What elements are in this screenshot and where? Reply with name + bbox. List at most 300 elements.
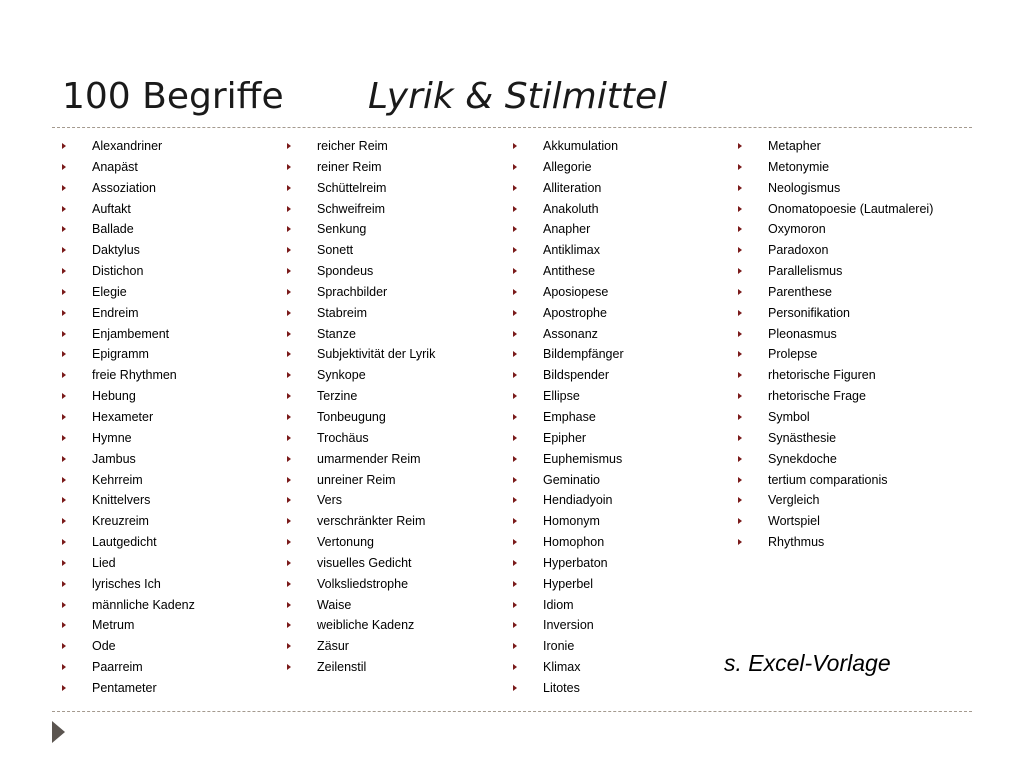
term-list-item bbox=[287, 282, 435, 303]
term-label: rhetorische Frage bbox=[768, 389, 866, 404]
triangle-bullet-icon bbox=[62, 268, 66, 274]
term-label: Kehrreim bbox=[92, 472, 143, 487]
term-list-item bbox=[738, 261, 933, 282]
term-list-item bbox=[287, 636, 435, 657]
triangle-bullet-icon bbox=[62, 560, 66, 566]
term-label: rhetorische Figuren bbox=[768, 368, 876, 383]
term-list-item bbox=[62, 261, 195, 282]
triangle-bullet-icon bbox=[287, 185, 291, 191]
triangle-bullet-icon bbox=[287, 497, 291, 503]
triangle-bullet-icon bbox=[62, 289, 66, 295]
term-list-item bbox=[513, 511, 624, 532]
triangle-bullet-icon bbox=[738, 310, 742, 316]
triangle-bullet-icon bbox=[62, 185, 66, 191]
term-column-3 bbox=[513, 136, 624, 699]
triangle-bullet-icon bbox=[62, 393, 66, 399]
term-list-item bbox=[62, 407, 195, 428]
triangle-bullet-icon bbox=[513, 310, 517, 316]
term-list-item bbox=[513, 324, 624, 345]
term-label: Antiklimax bbox=[543, 243, 600, 258]
triangle-bullet-icon bbox=[738, 539, 742, 545]
term-label: Ode bbox=[92, 639, 116, 654]
term-label: Epigramm bbox=[92, 347, 149, 362]
term-list-item bbox=[287, 240, 435, 261]
term-list-item bbox=[62, 615, 195, 636]
term-label: Hyperbel bbox=[543, 576, 594, 591]
term-label: Trochäus bbox=[317, 430, 369, 445]
term-label: Auftakt bbox=[92, 201, 131, 216]
triangle-bullet-icon bbox=[738, 477, 742, 483]
bottom-divider bbox=[52, 711, 972, 712]
term-list-item bbox=[513, 178, 624, 199]
triangle-bullet-icon bbox=[513, 643, 517, 649]
triangle-bullet-icon bbox=[62, 581, 66, 587]
term-list-item bbox=[738, 470, 933, 491]
term-label: Hendiadyoin bbox=[543, 493, 613, 508]
triangle-bullet-icon bbox=[738, 268, 742, 274]
triangle-bullet-icon bbox=[62, 435, 66, 441]
term-list-item bbox=[287, 657, 435, 678]
term-label: männliche Kadenz bbox=[92, 597, 195, 612]
term-list-item bbox=[738, 282, 933, 303]
term-label: Prolepse bbox=[768, 347, 818, 362]
term-list-item bbox=[62, 303, 195, 324]
term-list-item bbox=[62, 219, 195, 240]
triangle-bullet-icon bbox=[513, 393, 517, 399]
term-list-item bbox=[287, 407, 435, 428]
term-label: Vergleich bbox=[768, 493, 820, 508]
term-list-item bbox=[513, 407, 624, 428]
term-list-item bbox=[513, 678, 624, 699]
term-label: Akkumulation bbox=[543, 139, 619, 153]
term-list-item bbox=[513, 595, 624, 616]
term-label: Euphemismus bbox=[543, 451, 623, 466]
triangle-bullet-icon bbox=[62, 622, 66, 628]
term-list-item bbox=[513, 240, 624, 261]
triangle-bullet-icon bbox=[738, 247, 742, 253]
term-label: Metonymie bbox=[768, 159, 830, 174]
term-list-item bbox=[513, 344, 624, 365]
term-list-item bbox=[287, 595, 435, 616]
term-list-item bbox=[738, 344, 933, 365]
term-list-item bbox=[62, 386, 195, 407]
term-list-item bbox=[62, 240, 195, 261]
term-label: Stanze bbox=[317, 326, 356, 341]
term-list-item bbox=[62, 678, 195, 699]
triangle-bullet-icon bbox=[287, 143, 291, 149]
term-list-item bbox=[287, 615, 435, 636]
play-arrow-icon bbox=[52, 721, 65, 743]
term-label: Subjektivität der Lyrik bbox=[317, 347, 436, 362]
term-label: Hymne bbox=[92, 430, 132, 445]
term-list-item bbox=[513, 470, 624, 491]
term-label: tertium comparationis bbox=[768, 472, 888, 487]
term-list-item bbox=[738, 511, 933, 532]
triangle-bullet-icon bbox=[513, 456, 517, 462]
triangle-bullet-icon bbox=[738, 331, 742, 337]
triangle-bullet-icon bbox=[62, 539, 66, 545]
triangle-bullet-icon bbox=[513, 185, 517, 191]
term-list-item bbox=[62, 178, 195, 199]
term-label: Endreim bbox=[92, 305, 139, 320]
term-list-item bbox=[738, 157, 933, 178]
term-label: lyrisches Ich bbox=[92, 576, 161, 591]
triangle-bullet-icon bbox=[513, 247, 517, 253]
term-list-item bbox=[62, 553, 195, 574]
triangle-bullet-icon bbox=[287, 602, 291, 608]
triangle-bullet-icon bbox=[287, 435, 291, 441]
term-list-item bbox=[287, 344, 435, 365]
term-list-item bbox=[513, 136, 624, 157]
triangle-bullet-icon bbox=[62, 497, 66, 503]
term-list-item bbox=[738, 365, 933, 386]
triangle-bullet-icon bbox=[287, 268, 291, 274]
triangle-bullet-icon bbox=[513, 414, 517, 420]
term-list-item bbox=[513, 636, 624, 657]
triangle-bullet-icon bbox=[287, 414, 291, 420]
term-label: Bildspender bbox=[543, 368, 610, 383]
term-label: Parallelismus bbox=[768, 264, 843, 279]
term-label: weibliche Kadenz bbox=[317, 618, 415, 633]
triangle-bullet-icon bbox=[287, 310, 291, 316]
term-list-item bbox=[513, 574, 624, 595]
term-list-item bbox=[513, 303, 624, 324]
triangle-bullet-icon bbox=[62, 143, 66, 149]
triangle-bullet-icon bbox=[738, 289, 742, 295]
term-list-item bbox=[738, 303, 933, 324]
term-list-item bbox=[62, 449, 195, 470]
term-label: Assoziation bbox=[92, 180, 156, 195]
triangle-bullet-icon bbox=[287, 664, 291, 670]
term-list-item bbox=[287, 178, 435, 199]
term-list-item bbox=[287, 136, 435, 157]
triangle-bullet-icon bbox=[513, 560, 517, 566]
triangle-bullet-icon bbox=[738, 226, 742, 232]
term-label: Oxymoron bbox=[768, 222, 826, 237]
triangle-bullet-icon bbox=[738, 435, 742, 441]
triangle-bullet-icon bbox=[513, 664, 517, 670]
term-list-item bbox=[513, 365, 624, 386]
term-label: Schweifreim bbox=[317, 201, 386, 216]
term-label: Bildempfänger bbox=[543, 347, 624, 362]
triangle-bullet-icon bbox=[513, 539, 517, 545]
term-label: Anakoluth bbox=[543, 201, 599, 216]
term-label: Stabreim bbox=[317, 305, 368, 320]
term-list-item bbox=[62, 157, 195, 178]
term-list-item bbox=[738, 240, 933, 261]
term-label: Knittelvers bbox=[92, 493, 151, 508]
term-list-item bbox=[287, 219, 435, 240]
term-column-2 bbox=[287, 136, 435, 678]
triangle-bullet-icon bbox=[287, 351, 291, 357]
triangle-bullet-icon bbox=[738, 351, 742, 357]
term-label: Jambus bbox=[92, 451, 136, 466]
term-label: Klimax bbox=[543, 660, 581, 675]
term-list-item bbox=[287, 157, 435, 178]
term-list-item bbox=[738, 428, 933, 449]
term-list-item bbox=[738, 219, 933, 240]
term-label: reicher Reim bbox=[317, 139, 388, 153]
term-list-item bbox=[513, 157, 624, 178]
term-label: Metapher bbox=[768, 139, 821, 153]
term-label: umarmender Reim bbox=[317, 451, 421, 466]
triangle-bullet-icon bbox=[287, 539, 291, 545]
term-list-item bbox=[513, 490, 624, 511]
term-list-item bbox=[287, 470, 435, 491]
triangle-bullet-icon bbox=[738, 497, 742, 503]
term-label: Synkope bbox=[317, 368, 366, 383]
title-main: 100 Begriffe bbox=[62, 76, 284, 117]
term-list-item bbox=[513, 282, 624, 303]
title-subtitle: Lyrik & Stilmittel bbox=[368, 76, 668, 117]
term-list-item bbox=[513, 553, 624, 574]
term-label: Hyperbaton bbox=[543, 555, 608, 570]
term-label: Spondeus bbox=[317, 264, 374, 279]
term-label: unreiner Reim bbox=[317, 472, 396, 487]
triangle-bullet-icon bbox=[513, 497, 517, 503]
term-label: Hebung bbox=[92, 389, 136, 404]
term-label: Wortspiel bbox=[768, 514, 820, 529]
triangle-bullet-icon bbox=[62, 602, 66, 608]
triangle-bullet-icon bbox=[738, 164, 742, 170]
term-list-item bbox=[62, 574, 195, 595]
term-label: Alexandriner bbox=[92, 139, 163, 153]
term-label: Paradoxon bbox=[768, 243, 829, 258]
triangle-bullet-icon bbox=[62, 331, 66, 337]
term-label: Emphase bbox=[543, 409, 596, 424]
term-label: Vertonung bbox=[317, 535, 374, 550]
term-list-item bbox=[62, 428, 195, 449]
term-list-item bbox=[287, 261, 435, 282]
term-label: Idiom bbox=[543, 597, 574, 612]
term-label: Waise bbox=[317, 597, 352, 612]
term-label: Elegie bbox=[92, 284, 127, 299]
term-label: freie Rhythmen bbox=[92, 368, 177, 383]
term-label: Rhythmus bbox=[768, 535, 825, 550]
term-label: Alliteration bbox=[543, 180, 602, 195]
term-list-item bbox=[287, 386, 435, 407]
triangle-bullet-icon bbox=[62, 226, 66, 232]
triangle-bullet-icon bbox=[287, 372, 291, 378]
term-label: Anapher bbox=[543, 222, 591, 237]
triangle-bullet-icon bbox=[62, 351, 66, 357]
term-list-item bbox=[513, 428, 624, 449]
triangle-bullet-icon bbox=[62, 643, 66, 649]
term-label: Parenthese bbox=[768, 284, 832, 299]
term-list-item bbox=[62, 199, 195, 220]
term-label: Homophon bbox=[543, 535, 605, 550]
term-list-item bbox=[738, 136, 933, 157]
term-list-item bbox=[738, 407, 933, 428]
triangle-bullet-icon bbox=[738, 185, 742, 191]
triangle-bullet-icon bbox=[62, 477, 66, 483]
triangle-bullet-icon bbox=[738, 414, 742, 420]
triangle-bullet-icon bbox=[62, 247, 66, 253]
term-list-item bbox=[287, 574, 435, 595]
term-label: Vers bbox=[317, 493, 343, 508]
term-label: Sonett bbox=[317, 243, 354, 258]
triangle-bullet-icon bbox=[287, 560, 291, 566]
triangle-bullet-icon bbox=[738, 143, 742, 149]
triangle-bullet-icon bbox=[513, 289, 517, 295]
triangle-bullet-icon bbox=[62, 206, 66, 212]
term-list-item bbox=[62, 136, 195, 157]
term-list-item bbox=[287, 532, 435, 553]
term-label: Aposiopese bbox=[543, 284, 609, 299]
term-list-item bbox=[287, 490, 435, 511]
term-label: Epipher bbox=[543, 430, 587, 445]
term-list-item bbox=[62, 365, 195, 386]
term-list-item bbox=[287, 303, 435, 324]
term-label: Distichon bbox=[92, 264, 144, 279]
term-list-item bbox=[738, 386, 933, 407]
term-list-item bbox=[62, 470, 195, 491]
term-list-item bbox=[513, 261, 624, 282]
triangle-bullet-icon bbox=[738, 393, 742, 399]
term-label: Pentameter bbox=[92, 680, 157, 695]
term-label: Ellipse bbox=[543, 389, 580, 404]
term-label: Geminatio bbox=[543, 472, 600, 487]
term-list-item bbox=[62, 282, 195, 303]
top-divider bbox=[52, 127, 972, 128]
triangle-bullet-icon bbox=[287, 581, 291, 587]
triangle-bullet-icon bbox=[513, 622, 517, 628]
triangle-bullet-icon bbox=[287, 206, 291, 212]
term-column-4 bbox=[738, 136, 933, 553]
term-list-item bbox=[513, 219, 624, 240]
triangle-bullet-icon bbox=[287, 393, 291, 399]
term-label: Paarreim bbox=[92, 660, 143, 675]
term-label: Homonym bbox=[543, 514, 600, 529]
triangle-bullet-icon bbox=[287, 518, 291, 524]
term-label: Inversion bbox=[543, 618, 594, 633]
term-label: Volksliedstrophe bbox=[317, 576, 409, 591]
triangle-bullet-icon bbox=[62, 164, 66, 170]
term-list-item bbox=[738, 199, 933, 220]
term-label: Kreuzreim bbox=[92, 514, 149, 529]
triangle-bullet-icon bbox=[62, 664, 66, 670]
term-label: Ironie bbox=[543, 639, 575, 654]
term-label: Synästhesie bbox=[768, 430, 837, 445]
triangle-bullet-icon bbox=[513, 351, 517, 357]
term-list-item bbox=[513, 615, 624, 636]
term-label: Lied bbox=[92, 555, 116, 570]
triangle-bullet-icon bbox=[513, 268, 517, 274]
term-list-item bbox=[287, 324, 435, 345]
triangle-bullet-icon bbox=[62, 310, 66, 316]
term-list-item bbox=[738, 490, 933, 511]
term-list-item bbox=[287, 449, 435, 470]
triangle-bullet-icon bbox=[513, 518, 517, 524]
term-list-item bbox=[62, 595, 195, 616]
term-label: Neologismus bbox=[768, 180, 841, 195]
term-list-item bbox=[287, 365, 435, 386]
term-label: Zäsur bbox=[317, 639, 349, 654]
term-list-item bbox=[513, 532, 624, 553]
triangle-bullet-icon bbox=[287, 247, 291, 253]
term-list-item bbox=[287, 511, 435, 532]
term-label: visuelles Gedicht bbox=[317, 555, 412, 570]
term-label: Symbol bbox=[768, 409, 810, 424]
term-list-item bbox=[513, 657, 624, 678]
term-label: Ballade bbox=[92, 222, 134, 237]
triangle-bullet-icon bbox=[62, 372, 66, 378]
term-label: Onomatopoesie (Lautmalerei) bbox=[768, 201, 934, 216]
triangle-bullet-icon bbox=[513, 602, 517, 608]
term-label: Daktylus bbox=[92, 243, 140, 258]
triangle-bullet-icon bbox=[287, 331, 291, 337]
term-label: Anapäst bbox=[92, 159, 138, 174]
triangle-bullet-icon bbox=[513, 206, 517, 212]
triangle-bullet-icon bbox=[287, 289, 291, 295]
triangle-bullet-icon bbox=[513, 226, 517, 232]
term-label: Litotes bbox=[543, 680, 580, 695]
triangle-bullet-icon bbox=[287, 164, 291, 170]
term-label: Synekdoche bbox=[768, 451, 837, 466]
triangle-bullet-icon bbox=[287, 226, 291, 232]
term-list-item bbox=[62, 511, 195, 532]
triangle-bullet-icon bbox=[513, 164, 517, 170]
term-column-1 bbox=[62, 136, 195, 699]
triangle-bullet-icon bbox=[62, 456, 66, 462]
term-label: verschränkter Reim bbox=[317, 514, 426, 529]
term-list-item bbox=[62, 657, 195, 678]
triangle-bullet-icon bbox=[738, 206, 742, 212]
triangle-bullet-icon bbox=[738, 456, 742, 462]
term-list-item bbox=[513, 386, 624, 407]
term-list-item bbox=[62, 490, 195, 511]
term-label: Schüttelreim bbox=[317, 180, 387, 195]
triangle-bullet-icon bbox=[513, 143, 517, 149]
term-list-item bbox=[738, 324, 933, 345]
term-label: Zeilenstil bbox=[317, 660, 367, 675]
term-list-item bbox=[287, 199, 435, 220]
term-list-item bbox=[62, 532, 195, 553]
triangle-bullet-icon bbox=[513, 477, 517, 483]
term-label: Hexameter bbox=[92, 409, 154, 424]
term-list-item bbox=[62, 636, 195, 657]
triangle-bullet-icon bbox=[287, 456, 291, 462]
term-label: Pleonasmus bbox=[768, 326, 837, 341]
term-label: Assonanz bbox=[543, 326, 598, 341]
triangle-bullet-icon bbox=[513, 372, 517, 378]
term-label: Allegorie bbox=[543, 159, 592, 174]
triangle-bullet-icon bbox=[62, 518, 66, 524]
triangle-bullet-icon bbox=[62, 685, 66, 691]
triangle-bullet-icon bbox=[287, 622, 291, 628]
triangle-bullet-icon bbox=[513, 435, 517, 441]
term-list-item bbox=[738, 178, 933, 199]
triangle-bullet-icon bbox=[62, 414, 66, 420]
term-list-item bbox=[62, 344, 195, 365]
term-label: Metrum bbox=[92, 618, 135, 633]
term-label: Antithese bbox=[543, 264, 596, 279]
term-label: Enjambement bbox=[92, 326, 170, 341]
excel-template-note: s. Excel-Vorlage bbox=[724, 650, 891, 676]
triangle-bullet-icon bbox=[513, 331, 517, 337]
term-label: Senkung bbox=[317, 222, 367, 237]
term-label: Apostrophe bbox=[543, 305, 607, 320]
term-label: Personifikation bbox=[768, 305, 850, 320]
term-label: reiner Reim bbox=[317, 159, 382, 174]
term-list-item bbox=[738, 449, 933, 470]
term-label: Sprachbilder bbox=[317, 284, 388, 299]
term-list-item bbox=[513, 449, 624, 470]
term-list-item bbox=[513, 199, 624, 220]
term-list-item bbox=[287, 553, 435, 574]
term-list-item bbox=[738, 532, 933, 553]
term-label: Terzine bbox=[317, 389, 358, 404]
